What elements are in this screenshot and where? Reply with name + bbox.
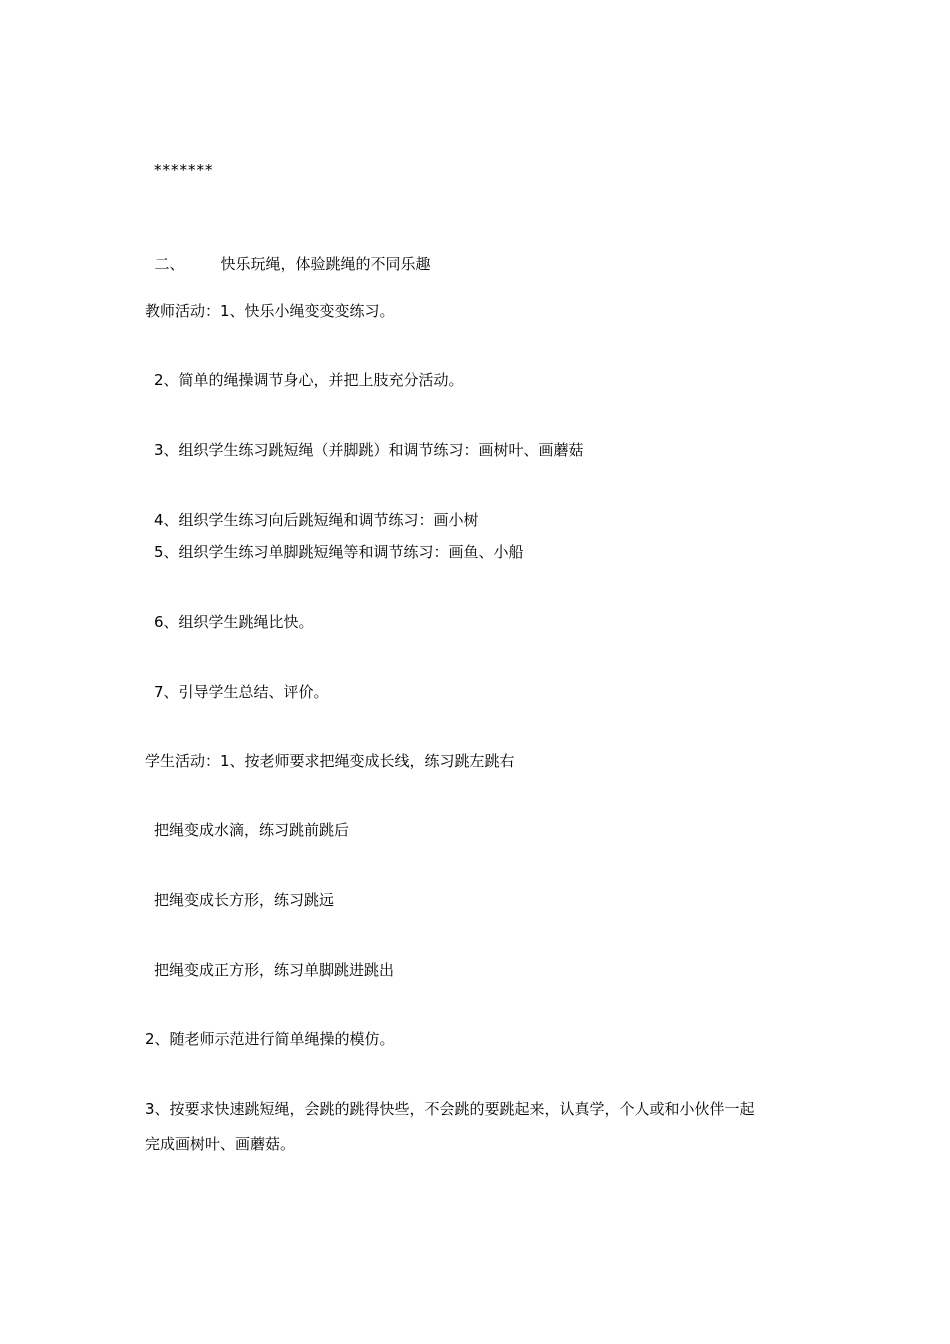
teacher-item-2: 2、简单的绳操调节身心，并把上肢充分活动。 [154,371,464,389]
student-sub-item-waterdrop: 把绳变成水滴，练习跳前跳后 [154,821,350,839]
teacher-item-5: 5、组织学生练习单脚跳短绳等和调节练习：画鱼、小船 [154,543,524,561]
teacher-item-4: 4、组织学生练习向后跳短绳和调节练习：画小树 [154,511,479,529]
teacher-item-7: 7、引导学生总结、评价。 [154,683,329,701]
student-sub-item-square: 把绳变成正方形，练习单脚跳进跳出 [154,961,395,979]
student-item-3-line-2: 完成画树叶、画蘑菇。 [145,1135,296,1153]
teacher-item-3: 3、组织学生练习跳短绳（并脚跳）和调节练习：画树叶、画蘑菇 [154,441,584,459]
section-title: 快乐玩绳，体验跳绳的不同乐趣 [220,255,431,273]
section-heading [145,231,431,275]
student-item-3-line-1: 3、按要求快速跳短绳，会跳的跳得快些，不会跳的要跳起来，认真学，个人或和小伙伴一起 [145,1100,755,1118]
separator-stars: ******* [154,161,214,179]
student-activity-line: 学生活动：1、按老师要求把绳变成长线，练习跳左跳右 [145,752,515,770]
teacher-activity-line: 教师活动：1、快乐小绳变变变练习。 [145,302,395,320]
student-sub-item-rectangle: 把绳变成长方形，练习跳远 [154,891,335,909]
section-number: 二、 [154,255,185,273]
teacher-item-6: 6、组织学生跳绳比快。 [154,613,314,631]
student-item-2: 2、随老师示范进行简单绳操的模仿。 [145,1030,395,1048]
